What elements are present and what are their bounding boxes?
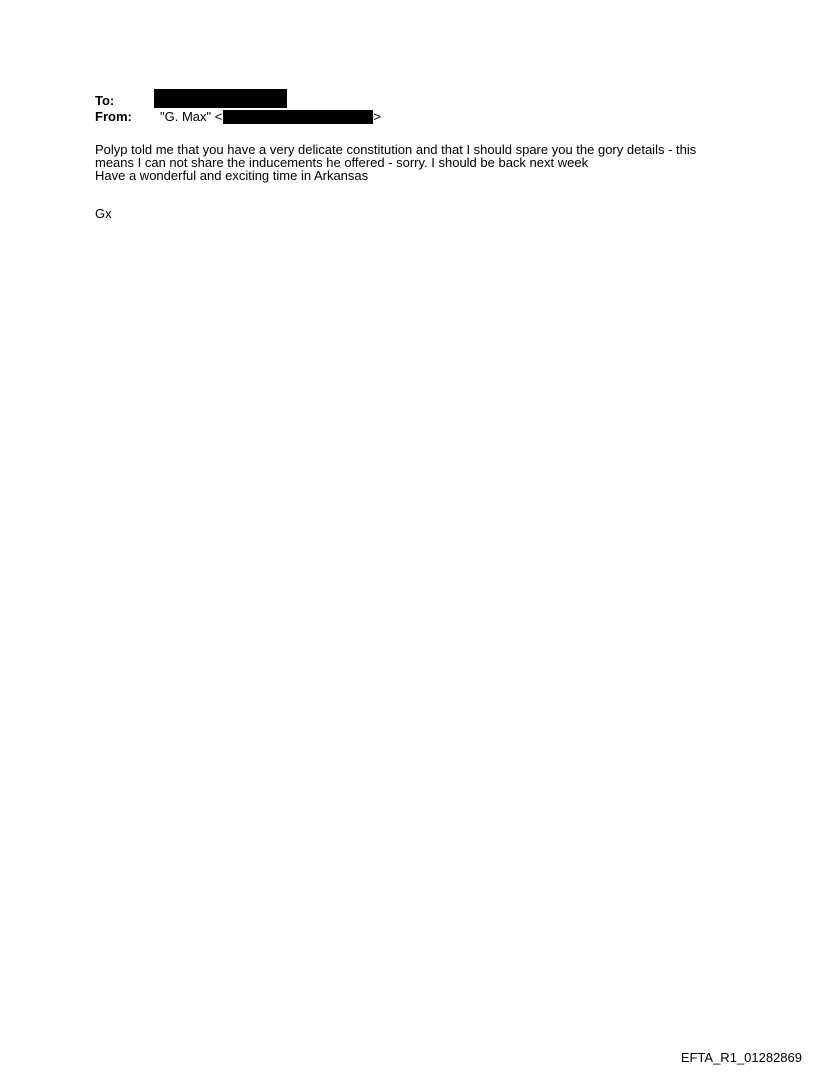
body-line: Polyp told me that you have a very delicate constitution and that I should spare you the gory details - this [95, 142, 697, 157]
to-redaction [154, 89, 287, 108]
from-row [95, 109, 381, 125]
from-label: From: [95, 109, 132, 124]
from-suffix: > [373, 109, 381, 124]
from-email-redaction [223, 110, 373, 124]
email-signoff: Gx [95, 206, 112, 221]
to-row [95, 93, 381, 109]
body-line: Have a wonderful and exciting time in Arkansas [95, 168, 369, 183]
from-name: "G. Max" < [160, 109, 223, 124]
document-id: EFTA_R1_01282869 [680, 1050, 802, 1065]
body-line: means I can not share the inducements he offered - sorry. I should be back next week [95, 155, 589, 170]
to-label: To: [95, 93, 115, 108]
email-header [95, 93, 381, 125]
email-body [95, 143, 755, 182]
from-value [160, 109, 381, 125]
